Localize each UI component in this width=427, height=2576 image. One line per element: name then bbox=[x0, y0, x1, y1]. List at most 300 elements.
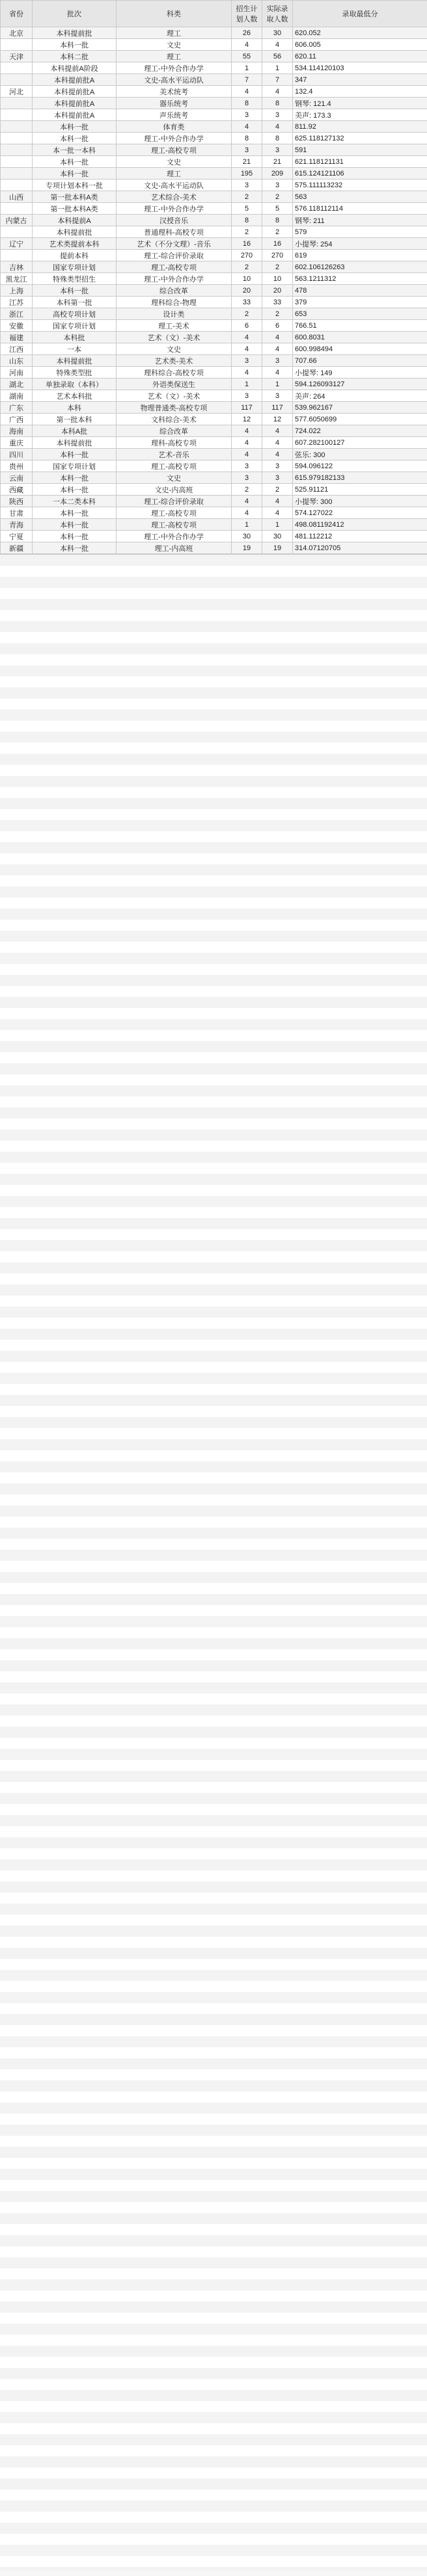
cell-batch: 专项计划本科一批 bbox=[33, 179, 117, 191]
cell-category: 理工-内高班 bbox=[117, 542, 232, 554]
cell-plan: 4 bbox=[232, 39, 262, 51]
cell-batch: 国家专项计划 bbox=[33, 460, 117, 472]
table-row bbox=[1, 297, 427, 308]
cell-admitted: 8 bbox=[262, 215, 293, 226]
cell-province bbox=[1, 133, 33, 144]
cell-plan: 10 bbox=[232, 273, 262, 285]
cell-admitted: 2 bbox=[262, 261, 293, 273]
cell-admitted: 2 bbox=[262, 484, 293, 496]
cell-plan: 4 bbox=[232, 86, 262, 98]
table-row bbox=[1, 425, 427, 437]
cell-province: 广西 bbox=[1, 414, 33, 425]
cell-plan: 4 bbox=[232, 449, 262, 460]
cell-category: 理工 bbox=[117, 27, 232, 39]
cell-min-score: 591 bbox=[293, 144, 427, 156]
table-continuation bbox=[0, 554, 427, 2571]
cell-admitted: 19 bbox=[262, 542, 293, 554]
cell-min-score: 607.282100127 bbox=[293, 437, 427, 449]
cell-min-score: 615.979182133 bbox=[293, 472, 427, 484]
table-row bbox=[1, 378, 427, 390]
cell-batch: 本科提前批A bbox=[33, 86, 117, 98]
cell-province: 西藏 bbox=[1, 484, 33, 496]
cell-category: 理工 bbox=[117, 168, 232, 179]
cell-batch: 国家专项计划 bbox=[33, 320, 117, 332]
cell-plan: 16 bbox=[232, 238, 262, 250]
cell-admitted: 2 bbox=[262, 308, 293, 320]
cell-category: 理工-高校专项 bbox=[117, 507, 232, 519]
table-body bbox=[1, 27, 427, 554]
table-row bbox=[1, 226, 427, 238]
cell-plan: 1 bbox=[232, 519, 262, 531]
table-row bbox=[1, 273, 427, 285]
table-row bbox=[1, 355, 427, 367]
cell-plan: 3 bbox=[232, 472, 262, 484]
cell-min-score: 美声: 264 bbox=[293, 390, 427, 402]
cell-min-score: 576.118112114 bbox=[293, 203, 427, 215]
cell-province: 上海 bbox=[1, 285, 33, 297]
table-row bbox=[1, 390, 427, 402]
cell-category: 文史-内高班 bbox=[117, 484, 232, 496]
cell-plan: 19 bbox=[232, 542, 262, 554]
cell-plan: 12 bbox=[232, 414, 262, 425]
cell-category: 理工-美术 bbox=[117, 320, 232, 332]
cell-plan: 195 bbox=[232, 168, 262, 179]
table-row bbox=[1, 484, 427, 496]
cell-category: 理工-中外合作办学 bbox=[117, 62, 232, 74]
cell-min-score: 弦乐: 300 bbox=[293, 449, 427, 460]
cell-admitted: 3 bbox=[262, 179, 293, 191]
table-row bbox=[1, 460, 427, 472]
cell-plan: 33 bbox=[232, 297, 262, 308]
cell-province bbox=[1, 98, 33, 109]
cell-admitted: 3 bbox=[262, 355, 293, 367]
cell-province: 湖南 bbox=[1, 390, 33, 402]
cell-plan: 4 bbox=[232, 496, 262, 507]
cell-province: 云南 bbox=[1, 472, 33, 484]
cell-batch: 第一批本科 bbox=[33, 414, 117, 425]
cell-batch: 一本二类本科 bbox=[33, 496, 117, 507]
cell-admitted: 30 bbox=[262, 531, 293, 542]
cell-category: 器乐统考 bbox=[117, 98, 232, 109]
cell-admitted: 117 bbox=[262, 402, 293, 414]
cell-admitted: 56 bbox=[262, 51, 293, 62]
table-row bbox=[1, 402, 427, 414]
table-row bbox=[1, 98, 427, 109]
cell-admitted: 7 bbox=[262, 74, 293, 86]
cell-min-score: 615.124121106 bbox=[293, 168, 427, 179]
table-row bbox=[1, 144, 427, 156]
cell-admitted: 4 bbox=[262, 86, 293, 98]
cell-plan: 270 bbox=[232, 250, 262, 261]
table-row bbox=[1, 74, 427, 86]
cell-admitted: 21 bbox=[262, 156, 293, 168]
cell-category: 理工-中外合作办学 bbox=[117, 531, 232, 542]
table-row bbox=[1, 472, 427, 484]
header-province: 省份 bbox=[1, 1, 33, 27]
cell-province: 江西 bbox=[1, 343, 33, 355]
cell-min-score: 600.8031 bbox=[293, 332, 427, 343]
cell-admitted: 1 bbox=[262, 62, 293, 74]
cell-category: 理工-高校专项 bbox=[117, 519, 232, 531]
cell-min-score: 594.126093127 bbox=[293, 378, 427, 390]
cell-min-score: 481.112212 bbox=[293, 531, 427, 542]
table-row bbox=[1, 168, 427, 179]
table-row bbox=[1, 51, 427, 62]
cell-plan: 3 bbox=[232, 460, 262, 472]
cell-category: 文史 bbox=[117, 343, 232, 355]
cell-admitted: 3 bbox=[262, 460, 293, 472]
cell-batch: 第一批本科A类 bbox=[33, 203, 117, 215]
cell-category: 艺术综合-美术 bbox=[117, 191, 232, 203]
cell-batch: 本科提前批A bbox=[33, 98, 117, 109]
cell-min-score: 766.51 bbox=[293, 320, 427, 332]
cell-plan: 4 bbox=[232, 425, 262, 437]
cell-category: 理科-高校专项 bbox=[117, 437, 232, 449]
cell-min-score: 534.114120103 bbox=[293, 62, 427, 74]
table-row bbox=[1, 203, 427, 215]
cell-province bbox=[1, 203, 33, 215]
cell-batch: 艺术本科批 bbox=[33, 390, 117, 402]
cell-province bbox=[1, 74, 33, 86]
cell-category: 文史 bbox=[117, 156, 232, 168]
cell-min-score: 132.4 bbox=[293, 86, 427, 98]
cell-batch: 本科一批 bbox=[33, 156, 117, 168]
cell-batch: 特殊类型招生 bbox=[33, 273, 117, 285]
cell-plan: 6 bbox=[232, 320, 262, 332]
cell-plan: 4 bbox=[232, 437, 262, 449]
cell-province: 四川 bbox=[1, 449, 33, 460]
cell-province: 吉林 bbox=[1, 261, 33, 273]
cell-plan: 5 bbox=[232, 203, 262, 215]
cell-province: 青海 bbox=[1, 519, 33, 531]
cell-admitted: 6 bbox=[262, 320, 293, 332]
cell-category: 综合改革 bbox=[117, 285, 232, 297]
cell-batch: 特殊类型批 bbox=[33, 367, 117, 378]
table-row bbox=[1, 437, 427, 449]
table-header-row bbox=[1, 1, 427, 27]
cell-admitted: 3 bbox=[262, 109, 293, 121]
table-row bbox=[1, 519, 427, 531]
table-row bbox=[1, 449, 427, 460]
cell-batch: 单独录取（本科） bbox=[33, 378, 117, 390]
cell-min-score: 539.962167 bbox=[293, 402, 427, 414]
cell-admitted: 8 bbox=[262, 98, 293, 109]
cell-province: 安徽 bbox=[1, 320, 33, 332]
cell-category: 艺术（文）-美术 bbox=[117, 390, 232, 402]
cell-plan: 2 bbox=[232, 191, 262, 203]
cell-category: 理工-中外合作办学 bbox=[117, 203, 232, 215]
cell-min-score: 707.66 bbox=[293, 355, 427, 367]
cell-category: 文史 bbox=[117, 472, 232, 484]
cell-category: 声乐统考 bbox=[117, 109, 232, 121]
cell-min-score: 478 bbox=[293, 285, 427, 297]
table-row bbox=[1, 320, 427, 332]
cell-province: 湖北 bbox=[1, 378, 33, 390]
table-row bbox=[1, 250, 427, 261]
cell-min-score: 小提琴: 300 bbox=[293, 496, 427, 507]
cell-min-score: 314.07120705 bbox=[293, 542, 427, 554]
cell-batch: 本一批一本科 bbox=[33, 144, 117, 156]
table-row bbox=[1, 121, 427, 133]
cell-min-score: 579 bbox=[293, 226, 427, 238]
cell-min-score: 724.022 bbox=[293, 425, 427, 437]
cell-province: 贵州 bbox=[1, 460, 33, 472]
cell-province bbox=[1, 179, 33, 191]
cell-province: 辽宁 bbox=[1, 238, 33, 250]
cell-admitted: 1 bbox=[262, 519, 293, 531]
cell-plan: 2 bbox=[232, 226, 262, 238]
cell-min-score: 621.118121131 bbox=[293, 156, 427, 168]
cell-admitted: 1 bbox=[262, 378, 293, 390]
cell-min-score: 563.1211312 bbox=[293, 273, 427, 285]
cell-min-score: 美声: 173.3 bbox=[293, 109, 427, 121]
cell-province: 福建 bbox=[1, 332, 33, 343]
header-admitted: 实际录取人数 bbox=[262, 1, 293, 27]
cell-plan: 3 bbox=[232, 390, 262, 402]
cell-admitted: 2 bbox=[262, 226, 293, 238]
cell-category: 汉授音乐 bbox=[117, 215, 232, 226]
cell-admitted: 5 bbox=[262, 203, 293, 215]
cell-admitted: 4 bbox=[262, 496, 293, 507]
table-row bbox=[1, 86, 427, 98]
cell-admitted: 4 bbox=[262, 425, 293, 437]
cell-admitted: 12 bbox=[262, 414, 293, 425]
cell-plan: 1 bbox=[232, 62, 262, 74]
cell-batch: 本科一批 bbox=[33, 507, 117, 519]
cell-plan: 55 bbox=[232, 51, 262, 62]
cell-category: 理科综合-物理 bbox=[117, 297, 232, 308]
table-row bbox=[1, 414, 427, 425]
table-row bbox=[1, 285, 427, 297]
cell-batch: 本科提前批A bbox=[33, 109, 117, 121]
cell-province: 浙江 bbox=[1, 308, 33, 320]
cell-category: 美术统考 bbox=[117, 86, 232, 98]
cell-min-score: 606.005 bbox=[293, 39, 427, 51]
cell-min-score: 525.91121 bbox=[293, 484, 427, 496]
cell-min-score: 347 bbox=[293, 74, 427, 86]
cell-min-score: 574.127022 bbox=[293, 507, 427, 519]
cell-category: 理工-中外合作办学 bbox=[117, 133, 232, 144]
cell-plan: 1 bbox=[232, 378, 262, 390]
cell-category: 理工-综合评价录取 bbox=[117, 496, 232, 507]
cell-admitted: 4 bbox=[262, 121, 293, 133]
table-row bbox=[1, 531, 427, 542]
cell-admitted: 2 bbox=[262, 191, 293, 203]
cell-category: 理工-中外合作办学 bbox=[117, 273, 232, 285]
cell-province: 新疆 bbox=[1, 542, 33, 554]
cell-province bbox=[1, 62, 33, 74]
cell-province: 海南 bbox=[1, 425, 33, 437]
header-min-score: 录取最低分 bbox=[293, 1, 427, 27]
cell-batch: 本科一批 bbox=[33, 472, 117, 484]
cell-category: 艺术-音乐 bbox=[117, 449, 232, 460]
table-row bbox=[1, 332, 427, 343]
table-row bbox=[1, 215, 427, 226]
cell-category: 艺术类-美术 bbox=[117, 355, 232, 367]
table-row bbox=[1, 308, 427, 320]
cell-min-score: 575.111113232 bbox=[293, 179, 427, 191]
table-row bbox=[1, 62, 427, 74]
cell-admitted: 3 bbox=[262, 144, 293, 156]
table-row bbox=[1, 133, 427, 144]
cell-province: 重庆 bbox=[1, 437, 33, 449]
table-row bbox=[1, 542, 427, 554]
cell-admitted: 3 bbox=[262, 472, 293, 484]
cell-min-score: 811.92 bbox=[293, 121, 427, 133]
admission-score-table bbox=[0, 0, 427, 554]
cell-province: 天津 bbox=[1, 51, 33, 62]
table-row bbox=[1, 496, 427, 507]
cell-batch: 本科一批 bbox=[33, 168, 117, 179]
cell-province bbox=[1, 121, 33, 133]
cell-admitted: 4 bbox=[262, 367, 293, 378]
table-row bbox=[1, 156, 427, 168]
cell-category: 文史 bbox=[117, 39, 232, 51]
cell-min-score: 498.081192412 bbox=[293, 519, 427, 531]
cell-category: 文史-高水平运动队 bbox=[117, 74, 232, 86]
cell-admitted: 4 bbox=[262, 507, 293, 519]
table-row bbox=[1, 507, 427, 519]
cell-admitted: 209 bbox=[262, 168, 293, 179]
cell-province bbox=[1, 144, 33, 156]
cell-province bbox=[1, 109, 33, 121]
cell-admitted: 33 bbox=[262, 297, 293, 308]
cell-admitted: 16 bbox=[262, 238, 293, 250]
cell-batch: 本科一批 bbox=[33, 542, 117, 554]
cell-admitted: 4 bbox=[262, 437, 293, 449]
cell-batch: 本科提前A bbox=[33, 215, 117, 226]
cell-batch: 本科一批 bbox=[33, 285, 117, 297]
cell-batch: 本科一批 bbox=[33, 121, 117, 133]
cell-province: 内蒙古 bbox=[1, 215, 33, 226]
cell-plan: 3 bbox=[232, 179, 262, 191]
cell-plan: 2 bbox=[232, 308, 262, 320]
cell-min-score: 钢琴: 211 bbox=[293, 215, 427, 226]
cell-min-score: 594.096122 bbox=[293, 460, 427, 472]
cell-min-score: 577.6050699 bbox=[293, 414, 427, 425]
cell-plan: 4 bbox=[232, 367, 262, 378]
cell-batch: 本科一批 bbox=[33, 531, 117, 542]
cell-province: 陕西 bbox=[1, 496, 33, 507]
cell-batch: 本科一批 bbox=[33, 39, 117, 51]
cell-admitted: 4 bbox=[262, 449, 293, 460]
cell-category: 理工-高校专项 bbox=[117, 460, 232, 472]
cell-province bbox=[1, 250, 33, 261]
table-row bbox=[1, 191, 427, 203]
cell-province bbox=[1, 226, 33, 238]
cell-batch: 本科一批 bbox=[33, 133, 117, 144]
cell-min-score: 379 bbox=[293, 297, 427, 308]
cell-batch: 本科批 bbox=[33, 332, 117, 343]
cell-min-score: 620.11 bbox=[293, 51, 427, 62]
cell-admitted: 30 bbox=[262, 27, 293, 39]
cell-province: 宁夏 bbox=[1, 531, 33, 542]
table-row bbox=[1, 343, 427, 355]
cell-province: 河北 bbox=[1, 86, 33, 98]
cell-batch: 第一批本科A类 bbox=[33, 191, 117, 203]
cell-min-score: 625.118127132 bbox=[293, 133, 427, 144]
cell-batch: 本科一批 bbox=[33, 519, 117, 531]
cell-plan: 7 bbox=[232, 74, 262, 86]
cell-category: 理工-综合评价录取 bbox=[117, 250, 232, 261]
cell-province: 甘肃 bbox=[1, 507, 33, 519]
table-row bbox=[1, 39, 427, 51]
cell-plan: 3 bbox=[232, 355, 262, 367]
cell-category: 艺术（文）-美术 bbox=[117, 332, 232, 343]
cell-plan: 117 bbox=[232, 402, 262, 414]
cell-batch: 本科提前批 bbox=[33, 437, 117, 449]
cell-plan: 21 bbox=[232, 156, 262, 168]
cell-min-score: 619 bbox=[293, 250, 427, 261]
cell-plan: 20 bbox=[232, 285, 262, 297]
cell-category: 文史-高水平运动队 bbox=[117, 179, 232, 191]
cell-admitted: 8 bbox=[262, 133, 293, 144]
cell-province: 广东 bbox=[1, 402, 33, 414]
cell-category: 普通理科-高校专项 bbox=[117, 226, 232, 238]
cell-admitted: 10 bbox=[262, 273, 293, 285]
cell-batch: 本科 bbox=[33, 402, 117, 414]
table-row bbox=[1, 27, 427, 39]
cell-province: 河南 bbox=[1, 367, 33, 378]
cell-plan: 30 bbox=[232, 531, 262, 542]
cell-category: 外语类保送生 bbox=[117, 378, 232, 390]
cell-admitted: 20 bbox=[262, 285, 293, 297]
cell-min-score: 小提琴: 254 bbox=[293, 238, 427, 250]
cell-plan: 2 bbox=[232, 484, 262, 496]
header-category: 科类 bbox=[117, 1, 232, 27]
cell-province: 黑龙江 bbox=[1, 273, 33, 285]
cell-category: 物理普通类-高校专项 bbox=[117, 402, 232, 414]
cell-category: 体育类 bbox=[117, 121, 232, 133]
cell-min-score: 620.052 bbox=[293, 27, 427, 39]
cell-plan: 8 bbox=[232, 133, 262, 144]
cell-province: 山东 bbox=[1, 355, 33, 367]
cell-batch: 本科一批 bbox=[33, 484, 117, 496]
cell-batch: 本科提前批 bbox=[33, 355, 117, 367]
cell-plan: 3 bbox=[232, 144, 262, 156]
cell-plan: 4 bbox=[232, 121, 262, 133]
cell-category: 文科综合-美术 bbox=[117, 414, 232, 425]
table-row bbox=[1, 238, 427, 250]
cell-admitted: 270 bbox=[262, 250, 293, 261]
cell-province bbox=[1, 156, 33, 168]
cell-batch: 一本 bbox=[33, 343, 117, 355]
cell-plan: 8 bbox=[232, 215, 262, 226]
cell-batch: 国家专项计划 bbox=[33, 261, 117, 273]
cell-category: 设计类 bbox=[117, 308, 232, 320]
cell-plan: 8 bbox=[232, 98, 262, 109]
cell-batch: 本科提前A阶段 bbox=[33, 62, 117, 74]
cell-min-score: 602.106126263 bbox=[293, 261, 427, 273]
cell-province bbox=[1, 39, 33, 51]
cell-province: 山西 bbox=[1, 191, 33, 203]
header-batch: 批次 bbox=[33, 1, 117, 27]
cell-batch: 本科第一批 bbox=[33, 297, 117, 308]
cell-plan: 26 bbox=[232, 27, 262, 39]
cell-category: 理科综合-高校专项 bbox=[117, 367, 232, 378]
table-row bbox=[1, 109, 427, 121]
cell-plan: 2 bbox=[232, 261, 262, 273]
cell-plan: 3 bbox=[232, 109, 262, 121]
cell-category: 理工-高校专项 bbox=[117, 144, 232, 156]
cell-batch: 本科提前批A bbox=[33, 74, 117, 86]
cell-category: 综合改革 bbox=[117, 425, 232, 437]
cell-plan: 4 bbox=[232, 343, 262, 355]
cell-category: 理工 bbox=[117, 51, 232, 62]
cell-batch: 本科提前批 bbox=[33, 226, 117, 238]
cell-province bbox=[1, 168, 33, 179]
cell-admitted: 4 bbox=[262, 39, 293, 51]
